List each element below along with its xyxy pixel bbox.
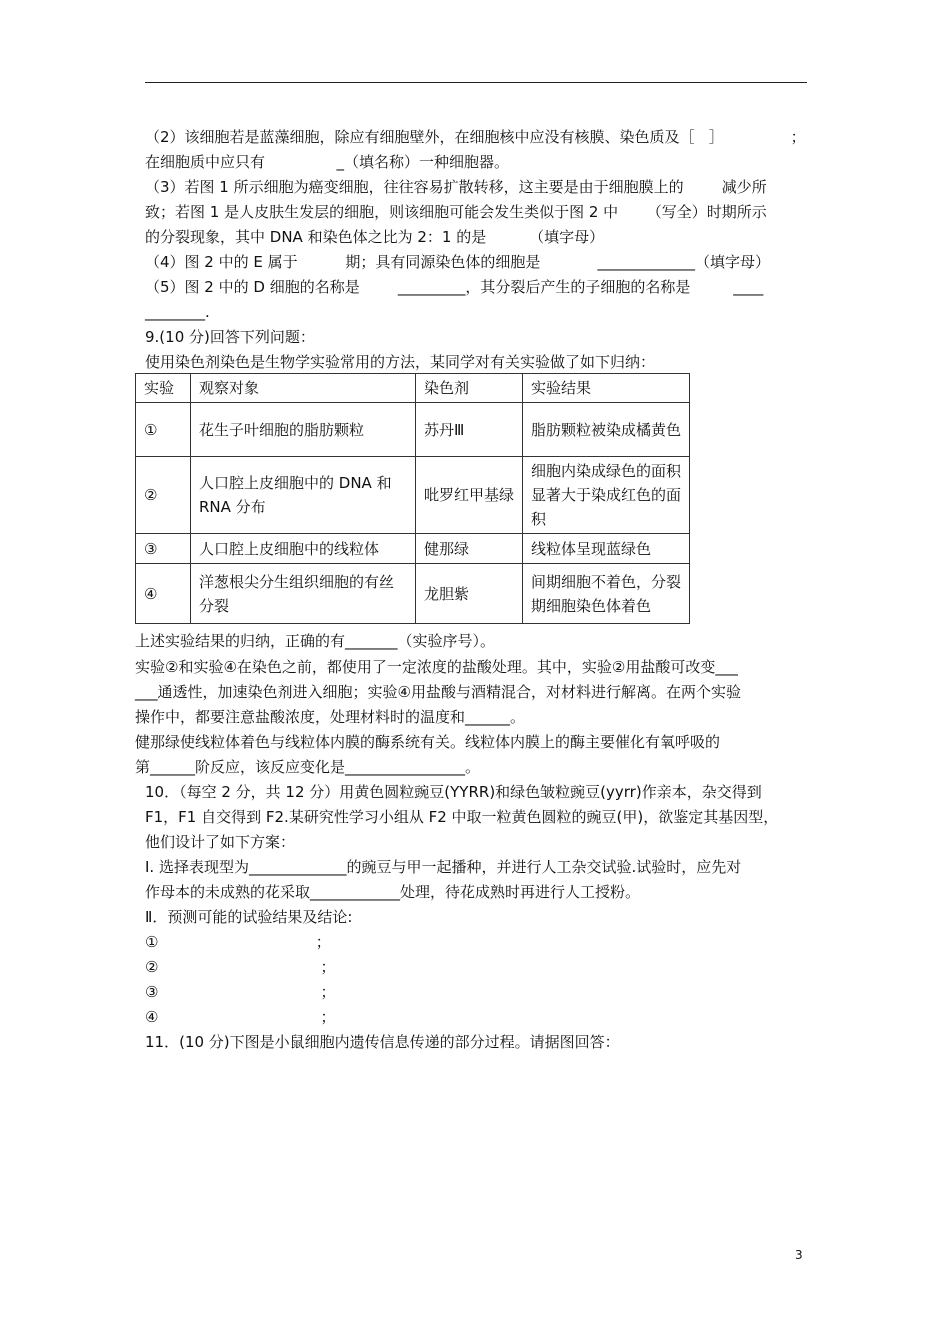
question-9-heading: 9.(10 分)回答下列问题： — [145, 328, 315, 346]
table-header: 实验 — [136, 374, 191, 403]
text-line: 上述实验结果的归纳，正确的有_______（实验序号）。 — [135, 632, 496, 650]
text-line: 健那绿使线粒体着色与线粒体内膜的酶系统有关。线粒体内膜上的酶主要催化有氧呼吸的 — [135, 733, 721, 751]
text-line: 作母本的未成熟的花采取____________处理，待花成熟时再进行人工授粉。 — [145, 883, 641, 901]
table-header: 实验结果 — [523, 374, 690, 403]
text-line: 实验②和实验④在染色之前，都使用了一定浓度的盐酸处理。其中，实验②用盐酸可改变___ — [135, 658, 738, 676]
text-line: Ⅰ. 选择表现型为_____________的豌豆与甲一起播种，并进行人工杂交试验.试验时，应先对 — [145, 858, 742, 876]
table-row — [136, 403, 690, 457]
table-cell: 线粒体呈现蓝绿色 — [523, 534, 690, 564]
table-cell: 吡罗红甲基绿 — [416, 457, 523, 534]
table-cell: ① — [136, 403, 191, 457]
page-number: 3 — [795, 1248, 803, 1262]
table-cell: 脂肪颗粒被染成橘黄色 — [523, 403, 690, 457]
table-header: 染色剂 — [416, 374, 523, 403]
header-rule — [145, 82, 807, 83]
table-header: 观察对象 — [191, 374, 416, 403]
table-cell: 间期细胞不着色，分裂期细胞染色体着色 — [523, 564, 690, 624]
table-cell: 龙胆紫 — [416, 564, 523, 624]
table-cell: 花生子叶细胞的脂肪颗粒 — [191, 403, 416, 457]
table-row — [136, 457, 690, 534]
table-header-row — [136, 374, 690, 403]
text-line: 致；若图 1 是人皮肤生发层的细胞，则该细胞可能会发生类似于图 2 中 （写全）时期所示 — [145, 203, 767, 221]
table-cell: 人口腔上皮细胞中的线粒体 — [191, 534, 416, 564]
text-line: （5）图 2 中的 D 细胞的名称是 _________，其分裂后产生的子细胞的名称是 ____ — [145, 278, 764, 296]
text-line: ________. — [145, 303, 210, 321]
answer-blank-line: ④ ； — [145, 1008, 336, 1026]
table-cell: 细胞内染成绿色的面积显著大于染成红色的面积 — [523, 457, 690, 534]
text-line: 第______阶反应，该反应变化是________________。 — [135, 758, 481, 776]
text-line: Ⅱ．预测可能的试验结果及结论: — [145, 908, 353, 926]
question-11-heading: 11．(10 分)下图是小鼠细胞内遗传信息传递的部分过程。请据图回答： — [145, 1033, 620, 1051]
answer-blank-line: ② ； — [145, 958, 336, 976]
table-cell: 洋葱根尖分生组织细胞的有丝分裂 — [191, 564, 416, 624]
table-cell: 苏丹Ⅲ — [416, 403, 523, 457]
text-line: 他们设计了如下方案： — [145, 833, 296, 851]
table-cell: 人口腔上皮细胞中的 DNA 和 RNA 分布 — [191, 457, 416, 534]
question-10-heading: 10．（每空 2 分，共 12 分）用黄色圆粒豌豆(YYRR)和绿色皱粒豌豆(yyrr)作亲本，杂交得到 — [145, 783, 762, 801]
text-line: 在细胞质中应只有 _（填名称）一种细胞器。 — [145, 153, 510, 171]
answer-blank-line: ① ； — [145, 933, 331, 951]
text-line: F1，F1 自交得到 F2.某研究性学习小组从 F2 中取一粒黄色圆粒的豌豆(甲)，欲鉴定其基因型， — [145, 808, 779, 826]
table-cell: ③ — [136, 534, 191, 564]
text-line: （3）若图 1 所示细胞为癌变细胞，往往容易扩散转移，这主要是由于细胞膜上的 减少所 — [145, 178, 767, 196]
table-cell: ② — [136, 457, 191, 534]
text-line: （4）图 2 中的 E 属于 期；具有同源染色体的细胞是 _____________（填字母） — [145, 253, 771, 271]
text-line: 的分裂现象，其中 DNA 和染色体之比为 2：1 的是 （填字母） — [145, 228, 605, 246]
text-line: 使用染色剂染色是生物学实验常用的方法，某同学对有关实验做了如下归纳： — [145, 353, 656, 371]
text-line: ___通透性，加速染色剂进入细胞；实验④用盐酸与酒精混合，对材料进行解离。在两个实验 — [135, 683, 741, 701]
text-line: （2）该细胞若是蓝藻细胞，除应有细胞壁外，在细胞核中应没有核膜、染色质及［ ］ ； — [145, 128, 806, 146]
experiment-table — [135, 373, 690, 624]
answer-blank-line: ③ ； — [145, 983, 336, 1001]
table-cell: 健那绿 — [416, 534, 523, 564]
table-row — [136, 564, 690, 624]
text-line: 操作中，都要注意盐酸浓度，处理材料时的温度和______。 — [135, 708, 526, 726]
table-cell: ④ — [136, 564, 191, 624]
table-row — [136, 534, 690, 564]
